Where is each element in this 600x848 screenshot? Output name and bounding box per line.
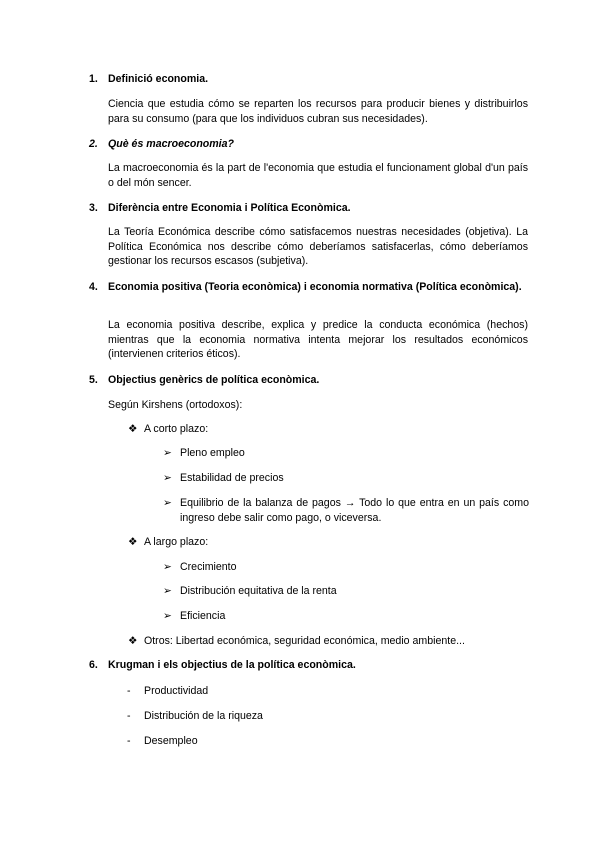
group-short-term bbox=[128, 422, 528, 437]
section-number: 4. bbox=[89, 281, 98, 293]
section-2-heading bbox=[89, 137, 529, 151]
section-3-heading bbox=[89, 201, 529, 215]
arrow-bullet-icon: ➢ bbox=[163, 585, 172, 597]
arrow-bullet-icon: ➢ bbox=[163, 561, 172, 573]
group-label: A corto plazo: bbox=[144, 423, 209, 435]
list-item bbox=[127, 709, 527, 724]
list-item-text: Desempleo bbox=[144, 735, 198, 747]
section-number: 6. bbox=[89, 659, 98, 671]
list-item-text: Productividad bbox=[144, 685, 209, 697]
section-title: Què és macroeconomia? bbox=[108, 138, 234, 150]
group-label: A largo plazo: bbox=[144, 536, 209, 548]
section-3-paragraph: La Teoría Económica describe cómo satisfacemos nuestras necesidades (objetiva). La Política Económica nos describe cómo deberíamos satisfacerlas, cómo deberíamos gestionar los recursos escasos (subjetiva). bbox=[108, 226, 528, 267]
section-5-intro: Según Kirshens (ortodoxos): bbox=[108, 399, 243, 411]
section-title: Krugman i els objectius de la política econòmica. bbox=[108, 659, 356, 671]
section-number: 1. bbox=[89, 73, 98, 85]
section-number: 3. bbox=[89, 202, 98, 214]
diamond-bullet-icon: ❖ bbox=[128, 536, 138, 548]
list-item-text: Crecimiento bbox=[180, 561, 237, 573]
arrow-bullet-icon: ➢ bbox=[163, 610, 172, 622]
arrow-bullet-icon: ➢ bbox=[163, 447, 172, 459]
dash-bullet-icon: - bbox=[127, 735, 131, 747]
list-item-text: Distribución equitativa de la renta bbox=[180, 585, 337, 597]
list-item bbox=[163, 584, 529, 599]
list-item bbox=[127, 734, 527, 749]
section-6-heading bbox=[89, 658, 529, 672]
section-5-heading bbox=[89, 373, 529, 387]
dash-bullet-icon: - bbox=[127, 685, 131, 697]
group-label: Otros: Libertad económica, seguridad económica, medio ambiente... bbox=[144, 635, 465, 647]
section-number: 2. bbox=[89, 138, 98, 150]
section-number: 5. bbox=[89, 374, 98, 386]
group-long-term bbox=[128, 535, 528, 550]
section-2-paragraph: La macroeconomia és la part de l'economia que estudia el funcionament global d'un país o del món sencer. bbox=[108, 162, 528, 189]
group-others bbox=[128, 634, 528, 649]
list-item-text: Equilibrio de la balanza de pagos → Todo lo que entra en un país como ingreso debe salir como pago, o viceversa. bbox=[180, 497, 529, 524]
list-item bbox=[163, 446, 529, 461]
list-item-text: Eficiencia bbox=[180, 610, 226, 622]
section-4-paragraph: La economia positiva describe, explica y predice la conducta económica (hechos) mientras que la economia normativa intenta mejorar los resultados económicos (intervienen criterios éticos). bbox=[108, 319, 528, 360]
diamond-bullet-icon: ❖ bbox=[128, 635, 138, 647]
list-item-text: Estabilidad de precios bbox=[180, 472, 284, 484]
section-1-paragraph: Ciencia que estudia cómo se reparten los recursos para producir bienes y distribuirlos para su consumo (para que los individuos cubran sus necesidades). bbox=[108, 98, 528, 125]
section-1-heading bbox=[89, 72, 529, 86]
list-item bbox=[163, 609, 529, 624]
section-title: Objectius genèrics de política econòmica. bbox=[108, 374, 320, 386]
arrow-bullet-icon: ➢ bbox=[163, 497, 172, 509]
list-item bbox=[163, 471, 529, 486]
list-item-text: Pleno empleo bbox=[180, 447, 245, 459]
list-item-text: Distribución de la riqueza bbox=[144, 710, 263, 722]
list-item bbox=[163, 496, 529, 525]
section-title: Definició economia. bbox=[108, 73, 209, 85]
section-4-heading bbox=[89, 280, 529, 294]
list-item bbox=[127, 684, 527, 699]
list-item bbox=[163, 560, 529, 575]
section-title: Diferència entre Economia i Política Econòmica. bbox=[108, 202, 351, 214]
diamond-bullet-icon: ❖ bbox=[128, 423, 138, 435]
arrow-bullet-icon: ➢ bbox=[163, 472, 172, 484]
section-title: Economia positiva (Teoria econòmica) i economia normativa (Política econòmica). bbox=[108, 281, 522, 293]
dash-bullet-icon: - bbox=[127, 710, 131, 722]
